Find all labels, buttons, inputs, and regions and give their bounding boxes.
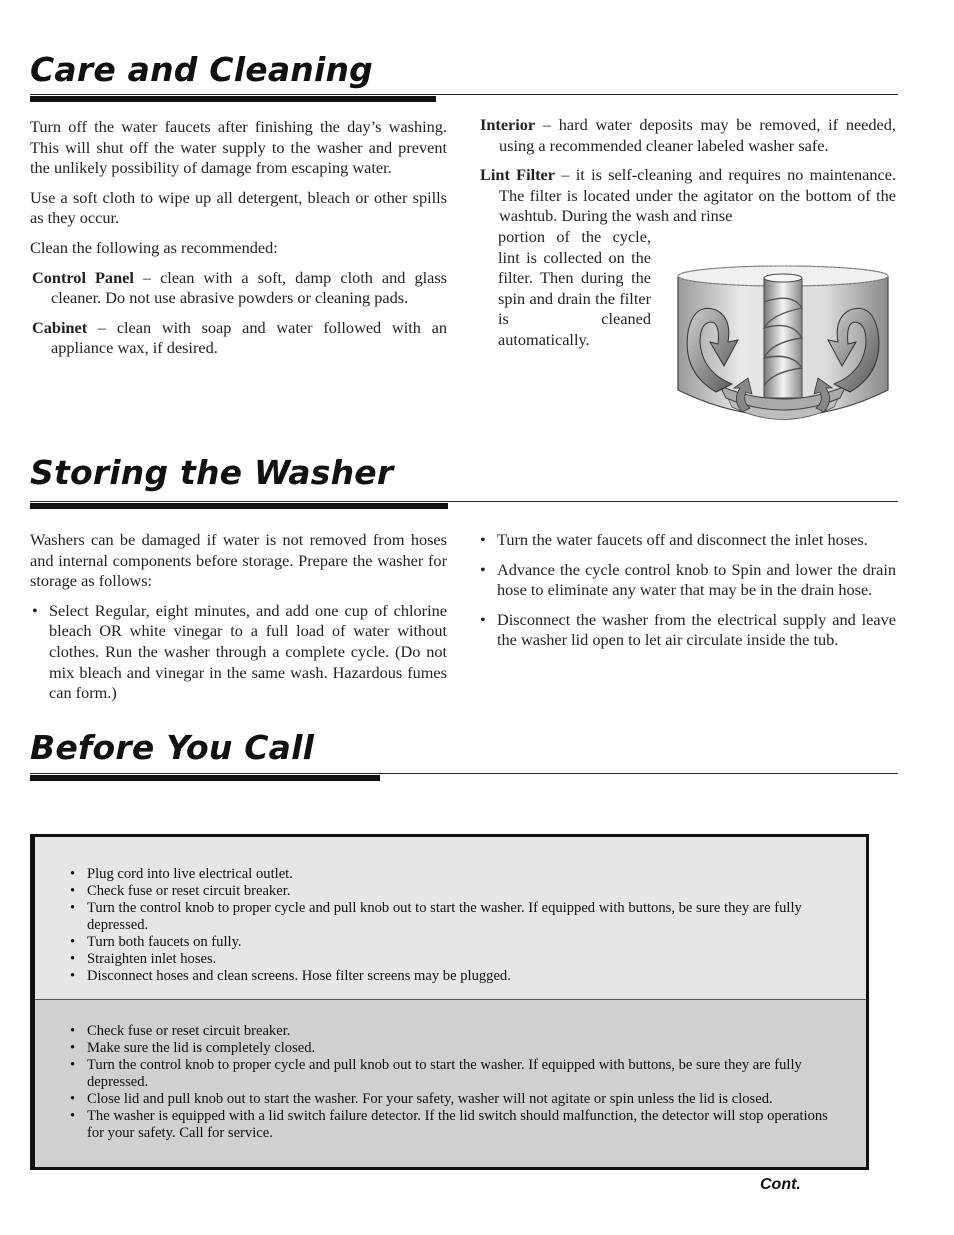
storing-heading-underline bbox=[30, 503, 448, 509]
troubleshooting-panel-2 bbox=[35, 1000, 866, 1167]
list-item: • Turn the control knob to proper cycle and pull knob out to start the washer. If equipped with buttons, be sure they are fully depressed. bbox=[35, 1057, 866, 1091]
care-cabinet-item bbox=[32, 318, 447, 359]
care-and-cleaning-heading: Care and Cleaning bbox=[30, 50, 374, 89]
storing-bullet: • Select Regular, eight minutes, and add one cup of chlorine bleach OR white vinegar to a full load of water without clothes. Run the washer through a complete cycle. (Do not mix bleach and vinegar in the same wash. Hazardous fumes can form.) bbox=[30, 601, 447, 704]
storing-right-bullets bbox=[478, 530, 896, 651]
storing-intro: Washers can be damaged if water is not removed from hoses and internal components before storage. Prepare the washer for storage as follows: bbox=[30, 530, 447, 591]
care-interior-item bbox=[480, 115, 896, 156]
panel-2-list bbox=[35, 1000, 866, 1142]
storing-left-column bbox=[30, 530, 447, 713]
list-item: • Straighten inlet hoses. bbox=[35, 951, 866, 968]
lint-filter-label: Lint Filter bbox=[480, 165, 556, 185]
care-control-panel-item bbox=[32, 268, 447, 309]
interior-text: – hard water deposits may be removed, if needed, using a recommended cleaner labeled washer safe. bbox=[499, 115, 896, 155]
list-item: • Check fuse or reset circuit breaker. bbox=[35, 883, 866, 900]
care-paragraph-spills: Use a soft cloth to wipe up all detergent, bleach or other spills as they occur. bbox=[30, 187, 447, 228]
list-item: • Plug cord into live electrical outlet. bbox=[35, 866, 866, 883]
list-item: • Check fuse or reset circuit breaker. bbox=[35, 1023, 866, 1040]
care-paragraph-faucets: Turn off the water faucets after finishing the day’s washing. This will shut off the water supply to the washer and prevent the unlikely possibility of damage from escaping water. bbox=[30, 117, 447, 178]
care-heading-rule bbox=[30, 94, 898, 95]
before-heading-rule bbox=[30, 773, 898, 774]
washtub-lint-filter-illustration bbox=[672, 262, 896, 432]
before-heading-underline bbox=[30, 775, 380, 781]
care-left-column bbox=[30, 117, 447, 368]
panel-1-list bbox=[35, 837, 866, 985]
list-item: • Disconnect hoses and clean screens. Hose filter screens may be plugged. bbox=[35, 968, 866, 985]
continued-label: Cont. bbox=[760, 1176, 801, 1193]
storing-the-washer-heading: Storing the Washer bbox=[30, 453, 394, 492]
storing-heading-rule bbox=[30, 501, 898, 502]
lint-filter-text: – it is self-cleaning and requires no maintenance. The filter is located under the agitator on the bottom of the washtub. During the wash and rinse bbox=[499, 165, 896, 226]
control-panel-label: Control Panel bbox=[32, 267, 134, 287]
cabinet-text: – clean with soap and water followed with an appliance wax, if desired. bbox=[51, 317, 447, 358]
troubleshooting-panel-1 bbox=[35, 837, 866, 999]
care-lint-filter-continued: portion of the cycle, lint is collected on the filter. Then during the spin and drain the filter is cleaned automatically. bbox=[498, 226, 651, 349]
cabinet-label: Cabinet bbox=[32, 317, 88, 337]
list-item: • Make sure the lid is completely closed. bbox=[35, 1040, 866, 1057]
control-panel-text: – clean with a soft, damp cloth and glass cleaner. Do not use abrasive powders or cleaning pads. bbox=[51, 267, 448, 308]
care-paragraph-clean-following: Clean the following as recommended: bbox=[30, 237, 278, 257]
list-item: • Close lid and pull knob out to start the washer. For your safety, washer will not agitate or spin unless the lid is closed. bbox=[35, 1091, 866, 1108]
storing-bullet: • Disconnect the washer from the electrical supply and leave the washer lid open to let air circulate inside the tub. bbox=[478, 610, 896, 651]
troubleshooting-table bbox=[30, 834, 869, 1170]
list-item: • Turn the control knob to proper cycle and pull knob out to start the washer. If equipped with buttons, be sure they are fully depressed. bbox=[35, 900, 866, 934]
care-heading-underline bbox=[30, 96, 436, 102]
list-item: • The washer is equipped with a lid switch failure detector. If the lid switch should malfunction, the detector will stop operations for your safety. Call for service. bbox=[35, 1108, 866, 1142]
before-you-call-heading: Before You Call bbox=[30, 728, 315, 767]
storing-left-bullets bbox=[30, 601, 447, 704]
storing-bullet: • Advance the cycle control knob to Spin and lower the drain hose to eliminate any water that may be in the drain hose. bbox=[478, 560, 896, 601]
care-lint-filter-item bbox=[480, 165, 896, 227]
interior-label: Interior bbox=[480, 115, 536, 134]
list-item: • Turn both faucets on fully. bbox=[35, 934, 866, 951]
storing-right-column bbox=[478, 530, 896, 660]
storing-bullet: • Turn the water faucets off and disconnect the inlet hoses. bbox=[478, 530, 896, 551]
